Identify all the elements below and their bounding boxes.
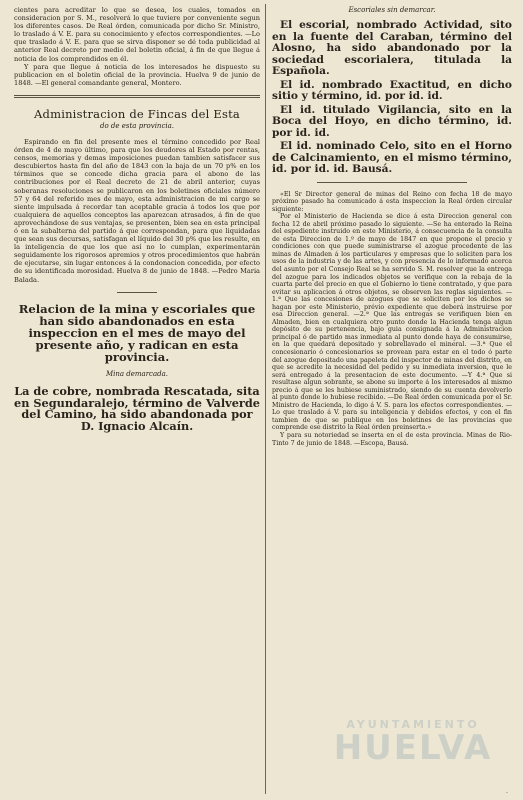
escorial-actividad: El escorial, nombrado Actividad, sito en la fuente del Caraban, término del Alosno, ha sido abandonado por la sociedad escorialera, titulada la Española. xyxy=(272,19,512,77)
short-rule xyxy=(117,292,157,293)
right-column xyxy=(272,6,512,447)
circular-body: Por el Ministerio de Hacienda se dice á esta Direccion general con fecha 12 de abril próximo pasado lo siguiente. —Se ha enterado la Reina del espediente instruido en este Ministerio, á consecuencia de la consulta de esta Direccion de 1.º de mayo de 1847 en que propone el precio y condiciones con que puede suministrarse el azogue procedente de las minas de Almaden á los particulares y empresas que lo soliciten para los usos de la industria y de las artes, y con presencia de lo informado acerca del asunto por el Consejo Real se ha servido S. M. resolver que la entrega del azogue para los indicados objetos se verifique con la rebaja de la cuarta parte del precio en que el Gobierno lo tiene contratado, y que para evitar su aplicacion á otros objetos, se observen las reglas siguientes. —1.ª Que las concesiones de azogues que se soliciten por los dichos se hagan por este Ministerio, prévio expediente que deberá instruirse por esa Direccion general. —2.ª Que las entregas se verifiquen bien en Almaden, bien en cualquiera otro punto donde la Hacienda tenga algun depósito de su pertenencia, bajo guia consignada á la Administracion principal ó de partido mas inmediata al punto donde haya de consumirse, en la que quedará depositado y sobrellavado el mineral. —3.ª Que el concesionario ó concesionarios se provean para estar en el todo ó parte del azogue depositado una papeleta del inspector de minas del distrito, en que se acredite la necesidad del pedido y su inmediata inversion, que le será entregado á la presentacion de este documento. —Y 4.ª Que si resultase algun sobrante, se abone su importe á los interesados al mismo precio á que se les hubiese suministrado, siendo de su cuenta devolverlo al punto donde lo hubiese recibido. —De Real órden comunicada por el Sr. Ministro de Hacienda, lo digo á V. S. para los efectos correspondientes. —Lo que traslado á V. para su inteligencia y debidos efectos, y con el fin tambien de que se publique en los boletines de las provincias que comprende ese distrito la Real órden preinserta.» xyxy=(272,213,512,432)
escorial-exactitud: El id. nombrado Exactitud, en dicho sitio y término, id. por id. id. xyxy=(272,78,512,102)
circular-intro: «El Sr Director general de minas del Reino con fecha 18 de mayo próximo pasado ha comunicado á esta inspeccion la Real órden circular siguiente: xyxy=(272,190,512,213)
double-rule xyxy=(14,95,260,98)
corner-mark: · xyxy=(506,790,508,797)
left-paragraph-2: Y para que llegue á noticia de los interesados he dispuesto su publicacion en el boletin oficial de la provincia. Huelva 9 de junio de 1848. —El general comandante general, Montero. xyxy=(14,62,260,87)
escoriales-label: Escoriales sin demarcar. xyxy=(348,6,436,14)
escorial-celo: El id. nominado Celo, sito en el Horno de Calcinamiento, en el mismo término, id. por id. id. Bausá. xyxy=(272,140,512,175)
circular-closing: Y para su notoriedad se inserta en el de esta provincia. Minas de Rio-Tinto 7 de junio de 1848. —Escopa, Bausá. xyxy=(272,432,512,447)
section-title-administracion: Administracion de Fincas del Esta xyxy=(34,106,240,121)
left-column xyxy=(14,6,260,433)
administracion-paragraph: Espirando en fin del presente mes el término concedido por Real órden de 4 de mayo último, para que los deudores al Estado por rentas, censos, memorias y demas imposiciones puedan tambien satisfacer sus descubiertos hasta fin del año de 1843 con la baja de un 70 p% en los términos que se concede dicha gracia para el abono de las contribuciones por el Real decreto de 21 de abril anterior, cuyas soberanas resoluciones se publicaron en los boletines oficiales número 57 y 64 del referido mes de mayo, esta administracion de mi cargo se siente impulsada á recordar tan aceptable gracia á todos los que por cualquiera de aquellos conceptos las aparezcan atrasados, á fin de que aprovechándose de sus ventajas, se presenten, bien sea en esta principal ó en la subalterna del partido á que correspondan, para que liquidadas que sean sus decursas, satisfagan el líquido del 30 p% que les resulte, en la inteligencia de que los que así no lo cumplan, experimentarán seguidamente los rigorosos apremios y otros procedimientos que habrán de ejecutarse, sin lugar entonces á la condonacion concedida, por efecto de su identificada morosidad. Huelva 8 de junio de 1848. —Pedro Maria Balada. xyxy=(14,137,260,284)
library-watermark xyxy=(318,718,508,768)
left-paragraph-1: cientes para acreditar lo que se desea, los cuales, tomados en consideracion por S. M., resolverá lo que tuviere por conveniente segun los diferentes casos. De Real órden, comunicada por dicho Sr. Ministro, lo traslado á V. E. para su conocimiento y efectos correspondientes. —Lo que traslado á V. E. para que se sirva disponer se dé toda publicidad al anterior Real decreto por medio del boletin oficial, á fin de que llegue á noticia de los comprendidos en él. xyxy=(14,6,260,63)
watermark-top-text: AYUNTAMIENTO xyxy=(346,718,480,731)
relacion-heading: Relacion de la mina y escoriales que han sido abandonados en esta inspeccion en el mes de mayo del presente año, y radican en esta provincia. xyxy=(18,301,256,365)
escorial-vigilancia: El id. titulado Vigilancia, sito en la Boca del Hoyo, en dicho término, id. por id. id. xyxy=(272,103,512,139)
mina-demarcada-label: Mina demarcada. xyxy=(105,369,169,378)
mina-entry: La de cobre, nombrada Rescatada, sita en Segundaralejo, término de Valverde del Camino, ha sido abandonada por D. Ignacio Alcaín. xyxy=(14,383,260,434)
watermark-main-text: HUELVA xyxy=(333,728,493,768)
column-divider xyxy=(265,4,266,794)
section-subtitle: do de esta provincia. xyxy=(99,121,175,130)
long-rule xyxy=(317,182,467,183)
